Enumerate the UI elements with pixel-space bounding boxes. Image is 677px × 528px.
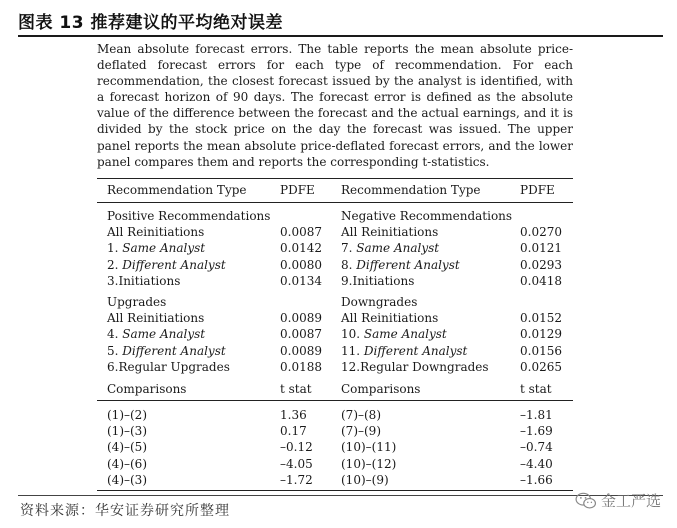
table-row-right-label (341, 359, 489, 375)
row-label: All Reinitiations (107, 311, 205, 326)
row-number: 2. (107, 257, 119, 272)
table-row-right-label (341, 240, 439, 256)
panel-heading-right: Downgrades (341, 295, 418, 309)
table-row-left-value: 0.0087 (280, 225, 322, 240)
row-label: Initiations (118, 273, 181, 288)
table-bottom-rule (97, 490, 573, 491)
row-number: 12. (341, 359, 361, 374)
comparison-right-tstat: –4.40 (520, 456, 553, 471)
comparisons-left-header: Comparisons (107, 382, 187, 396)
row-label: All Reinitiations (341, 311, 439, 326)
footer-divider (18, 495, 663, 496)
table-row-right-value: 0.0293 (520, 257, 562, 272)
table-row-right-value: 0.0129 (520, 327, 562, 342)
figure-title: 图表 13 推荐建议的平均绝对误差 (18, 13, 283, 33)
table-row-right-value: 0.0121 (520, 241, 562, 256)
row-label: Regular Upgrades (118, 359, 230, 374)
panel-heading-left: Upgrades (107, 295, 167, 309)
watermark (575, 490, 661, 511)
row-number: 6. (107, 359, 119, 374)
row-label: Same Analyst (356, 241, 440, 256)
table-row-left-label (107, 359, 230, 375)
table-row-right-value: 0.0270 (520, 225, 562, 240)
comparisons-left-stat-header: t stat (280, 382, 312, 396)
comparison-left-pair: (4)–(3) (107, 472, 147, 487)
table-row-left-value: 0.0089 (280, 311, 322, 326)
comparison-right-pair: (7)–(9) (341, 424, 381, 439)
table-row-left-label (107, 343, 226, 359)
table-row-right-value: 0.0152 (520, 311, 562, 326)
row-label: All Reinitiations (341, 225, 439, 240)
row-label: Same Analyst (363, 327, 447, 342)
table-caption: Mean absolute forecast errors. The table reports the mean absolute price-deflated forecast errors for each type of recommendation. For each recommendation, the closest forecast issued by the analyst is identified, with a forecast horizon of 90 days. The forecast error is defined as the absolute value of the difference between the forecast and the actual earnings, and it is divided by the stock price on the day the forecast was issued. The upper panel reports the mean absolute price-deflated forecast errors, and the lower panel compares them and reports the corresponding t-statistics. (97, 42, 573, 169)
table-row-left-value: 0.0087 (280, 327, 322, 342)
row-number: 1. (107, 241, 119, 256)
header-right-value: PDFE (520, 183, 555, 197)
row-number: 3. (107, 273, 119, 288)
row-label: Different Analyst (122, 343, 226, 358)
row-label: Different Analyst (356, 257, 460, 272)
row-number: 5. (107, 343, 119, 358)
row-label: All Reinitiations (107, 225, 205, 240)
comparison-left-pair: (4)–(5) (107, 440, 147, 455)
table-row-left-label (107, 224, 204, 240)
comparison-right-tstat: –0.74 (520, 440, 553, 455)
row-number: 4. (107, 327, 119, 342)
table-row-right-value: 0.0265 (520, 359, 562, 374)
row-label: Initiations (352, 273, 415, 288)
comparison-left-tstat: 0.17 (280, 424, 307, 439)
comparisons-rule (97, 400, 573, 401)
header-rule (97, 202, 573, 203)
comparison-right-pair: (10)–(11) (341, 440, 397, 455)
table-row-right-label (341, 224, 438, 240)
header-right-type: Recommendation Type (341, 183, 481, 197)
table-row-left-value: 0.0142 (280, 241, 322, 256)
panel-heading-right: Negative Recommendations (341, 209, 513, 223)
comparison-left-pair: (4)–(6) (107, 456, 147, 471)
comparison-right-pair: (7)–(8) (341, 408, 381, 422)
header-left-type: Recommendation Type (107, 183, 247, 197)
comparison-left-tstat: –4.05 (280, 456, 313, 471)
comparisons-right-header: Comparisons (341, 382, 421, 396)
table-row-left-label (107, 273, 180, 289)
table-row-left-label (107, 310, 204, 326)
comparison-left-pair: (1)–(2) (107, 408, 147, 422)
source-note: 资料来源：华安证券研究所整理 (20, 503, 230, 519)
table-row-right-label (341, 257, 460, 273)
table-row-left-label (107, 257, 226, 273)
row-number: 11. (341, 343, 361, 358)
title-divider (18, 35, 663, 37)
comparison-left-tstat: 1.36 (280, 408, 307, 422)
comparison-left-tstat: –0.12 (280, 440, 313, 455)
table-row-left-value: 0.0134 (280, 273, 322, 288)
table-row-right-label (341, 273, 414, 289)
panel-heading-left: Positive Recommendations (107, 209, 271, 223)
table-row-right-label (341, 343, 467, 359)
comparison-left-pair: (1)–(3) (107, 424, 147, 439)
table-top-rule (97, 178, 573, 179)
row-label: Same Analyst (122, 327, 206, 342)
comparison-right-pair: (10)–(9) (341, 472, 389, 487)
row-number: 7. (341, 241, 353, 256)
header-left-value: PDFE (280, 183, 315, 197)
table-row-right-label (341, 310, 438, 326)
comparison-right-tstat: –1.81 (520, 408, 553, 422)
comparison-right-tstat: –1.66 (520, 472, 553, 487)
table-row-right-value: 0.0418 (520, 273, 562, 288)
comparisons-right-stat-header: t stat (520, 382, 552, 396)
table-row-left-value: 0.0188 (280, 359, 322, 374)
comparison-left-tstat: –1.72 (280, 472, 313, 487)
comparison-right-pair: (10)–(12) (341, 456, 397, 471)
row-number: 10. (341, 327, 361, 342)
table-row-right-value: 0.0156 (520, 343, 562, 358)
comparison-right-tstat: –1.69 (520, 424, 553, 439)
table-row-left-value: 0.0089 (280, 343, 322, 358)
row-label: Different Analyst (363, 343, 468, 358)
row-number: 8. (341, 257, 353, 272)
row-label: Different Analyst (122, 257, 226, 272)
table-row-left-value: 0.0080 (280, 257, 322, 272)
table-row-left-label (107, 240, 205, 256)
wechat-icon (575, 492, 597, 510)
row-label: Same Analyst (122, 241, 206, 256)
table-row-left-label (107, 326, 205, 342)
row-label: Regular Downgrades (360, 359, 489, 374)
table-row-right-label (341, 326, 447, 342)
row-number: 9. (341, 273, 353, 288)
watermark-text: 金工严选 (600, 492, 661, 510)
